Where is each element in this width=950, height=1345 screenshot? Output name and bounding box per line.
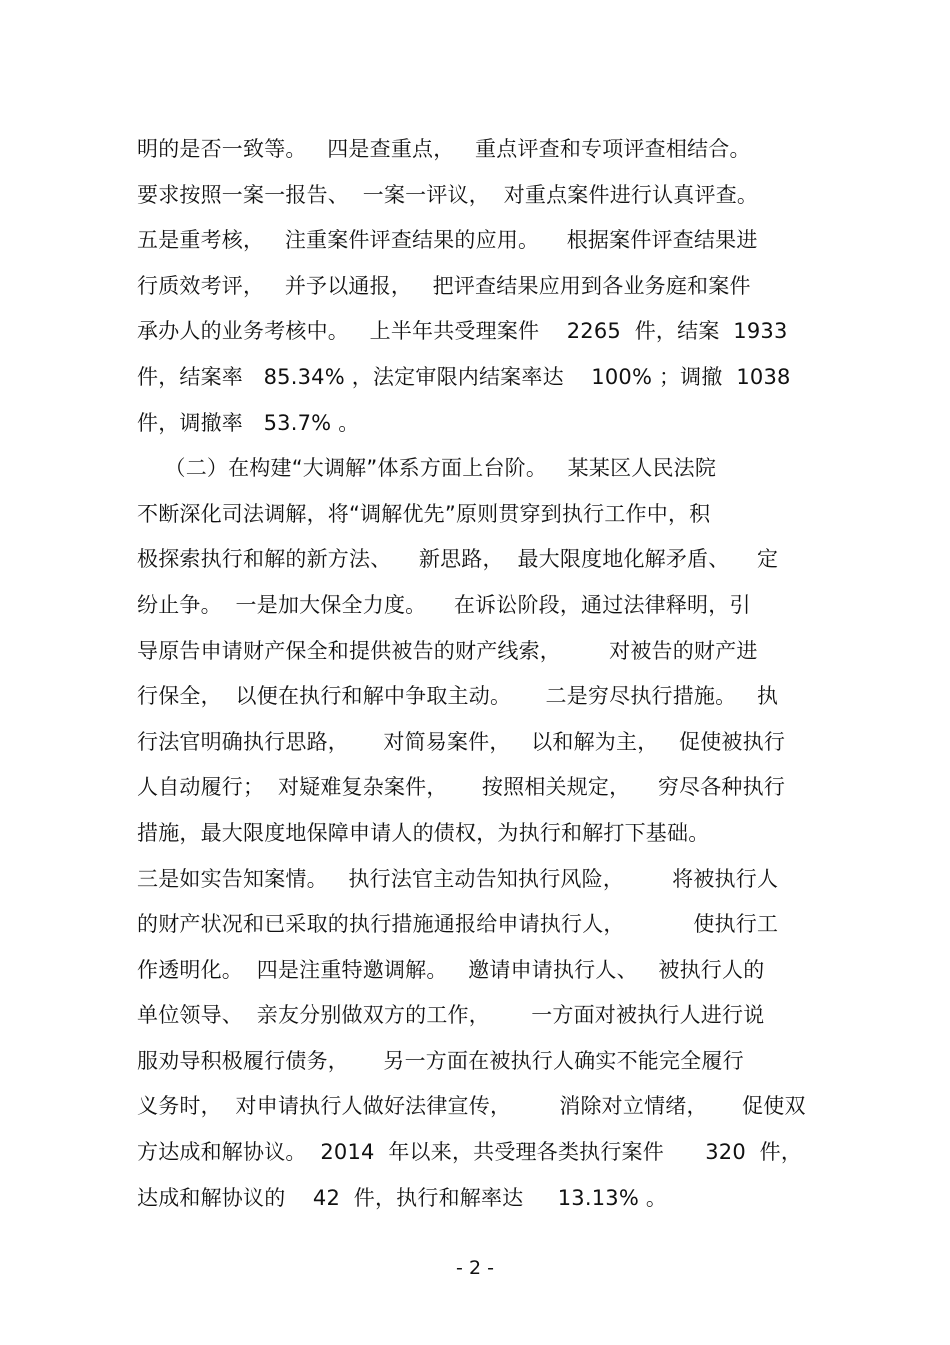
page-number: - 2 - [456,1257,494,1279]
text-line: 服劝导积极履行债务， 另一方面在被执行人确实不能完全履行 [137,1048,744,1073]
body-text [137,127,827,1221]
text-line: 五是重考核， 注重案件评查结果的应用。 根据案件评查结果进 [137,228,758,253]
text-line: 的财产状况和已采取的执行措施通报给申请执行人， 使执行工 [137,912,779,937]
text-line: （二）在构建“大调解”体系方面上台阶。 某某区人民法院 [137,456,717,481]
text-line: 人自动履行； 对疑难复杂案件， 按照相关规定， 穷尽各种执行 [137,775,786,800]
text-line: 作透明化。 四是注重特邀调解。 邀请申请执行人、 被执行人的 [137,957,765,982]
text-line: 单位领导、 亲友分别做双方的工作， 一方面对被执行人进行说 [137,1003,765,1028]
text-line: 不断深化司法调解，将“调解优先”原则贯穿到执行工作中，积 [137,501,711,526]
text-line: 达成和解协议的 42 件，执行和解率达 13.13% 。 [137,1185,668,1210]
text-line: 义务时， 对申请执行人做好法律宣传， 消除对立情绪， 促使双 [137,1094,806,1119]
text-line: 三是如实告知案情。 执行法官主动告知执行风险， 将被执行人 [137,866,779,891]
text-line: 行保全， 以便在执行和解中争取主动。 二是穷尽执行措施。 执 [137,684,779,709]
text-line: 要求按照一案一报告、 一案一评议， 对重点案件进行认真评查。 [137,182,759,207]
text-line: 件，调撤率 53.7% 。 [137,410,360,435]
text-line: 措施，最大限度地保障申请人的债权，为执行和解打下基础。 [137,820,710,845]
text-line: 方达成和解协议。 2014 年以来，共受理各类执行案件 320 件， [137,1140,803,1165]
text-line: 承办人的业务考核中。 上半年共受理案件 2265 件，结案 1933 [137,319,788,344]
text-line: 导原告申请财产保全和提供被告的财产线索， 对被告的财产进 [137,638,758,663]
text-line: 行质效考评， 并予以通报， 把评查结果应用到各业务庭和案件 [137,273,751,298]
text-line: 件，结案率 85.34% ，法定审限内结案率达 100% ；调撤 1038 [137,364,791,389]
text-line: 行法官明确执行思路， 对简易案件， 以和解为主， 促使被执行 [137,729,786,754]
text-line: 极探索执行和解的新方法、 新思路， 最大限度地化解矛盾、 定 [137,547,779,572]
text-line: 明的是否一致等。 四是查重点， 重点评查和专项评查相结合。 [137,137,751,161]
text-line: 纷止争。 一是加大保全力度。 在诉讼阶段，通过法律释明，引 [137,592,751,617]
